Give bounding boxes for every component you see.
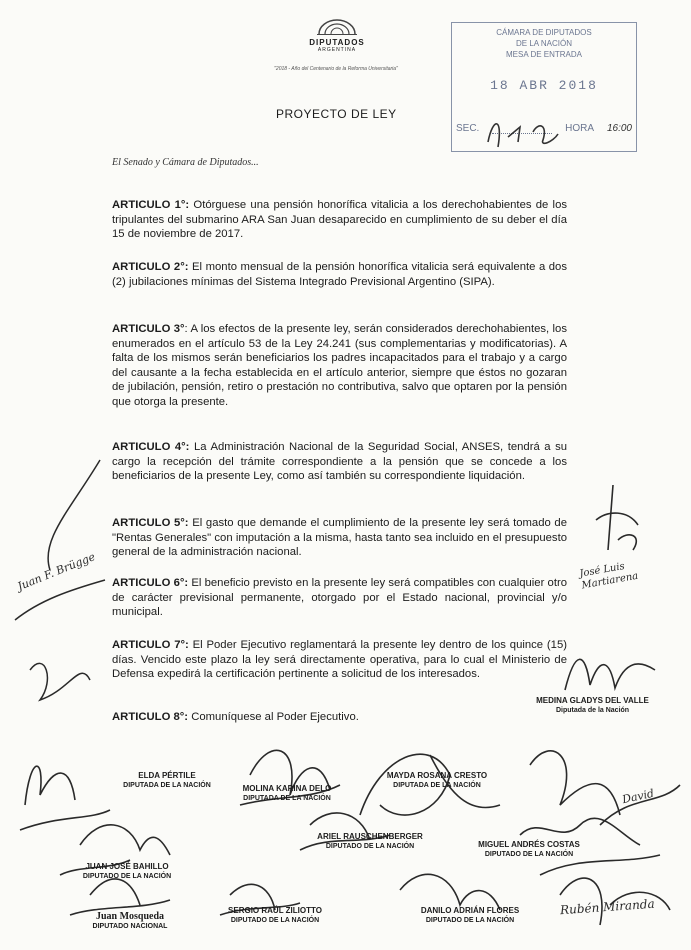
signatory-name: JUAN JOSÉ BAHILLO <box>85 862 169 871</box>
signatory-role: DIPUTADO DE LA NACIÓN <box>325 843 415 850</box>
document-title: PROYECTO DE LEY <box>276 107 397 121</box>
stamp-hora-label: HORA <box>565 123 595 134</box>
signatory-block <box>500 696 685 716</box>
stamp-initials-scribble <box>478 112 568 152</box>
article-label: ARTICULO 8°: <box>112 711 189 723</box>
year-motto: "2018 - Año del Centenario de la Reforma Universitaria" <box>274 66 398 72</box>
article-text: El gasto que demande el cumplimiento de la presente ley será tomado de "Rentas Generales" con imputación a la misma, hasta tanto sea incluido en el presupuesto general de la administración nacional. <box>112 517 567 559</box>
stamp-line-2: DE LA NACIÓN <box>515 39 572 48</box>
article-label: ARTICULO 5°: <box>112 517 189 529</box>
article-text: Otórguese una pensión honorífica vitalicia a los derechohabientes de los tripulantes del submarino ARA San Juan desaparecido en cumplimiento de su deber el día 15 de noviembre de 2017. <box>112 199 567 241</box>
article-1 <box>112 198 567 242</box>
logo-name: DIPUTADOS <box>309 38 365 47</box>
article-text: El beneficio previsto en la presente ley será compatibles con cualquier otro de carácter previsional permanente, otorgado por el Estado nacional, provincial y/o municipal. <box>112 577 568 619</box>
article-label: ARTICULO 1°: <box>112 199 190 211</box>
signatory-name: ARIEL RAUSCHENBERGER <box>317 832 423 841</box>
signatory-name: MIGUEL ANDRÉS COSTAS <box>478 840 580 849</box>
signatory-block <box>232 784 342 804</box>
handwritten-note-left: Juan F. Brügge <box>15 550 98 594</box>
article-text: : A los efectos de la presente ley, serán considerados derechohabientes, los enumerados en el artículo 53 de la Ley 24.241 (sus complementarias y modificatorias). A falta de los mismos serán beneficiarios los padres incapacitados para el trabajo y a cargo del causante a la fecha establecida en el artículo anterior, siempre que éstos no gozaran de jubilación, pensión, retiro o prestación no contributiva, salvo que optaren por la pensión que otorga la presente. <box>112 323 567 408</box>
left-margin-signature <box>10 450 120 710</box>
signatory-role: DIPUTADA DE LA NACIÓN <box>393 782 481 789</box>
stamp-line-3: MESA DE ENTRADA <box>505 50 582 59</box>
signatory-role: DIPUTADA DE LA NACIÓN <box>123 782 211 789</box>
article-8 <box>112 710 567 725</box>
signatory-name: MEDINA GLADYS DEL VALLE <box>536 696 649 705</box>
stamp-line-1: CÁMARA DE DIPUTADOS <box>496 28 592 37</box>
article-3 <box>112 322 567 410</box>
article-2 <box>112 260 567 289</box>
handwritten-david: David <box>620 786 656 807</box>
signatory-name: MAYDA ROSANA CRESTO <box>386 771 488 780</box>
article-label: ARTICULO 2°: <box>112 261 189 273</box>
article-6 <box>112 576 567 620</box>
signature-medina-scribble <box>560 640 670 700</box>
signatory-block <box>80 912 180 932</box>
signatory-role: DIPUTADO DE LA NACIÓN <box>425 917 515 924</box>
chamber-logo <box>292 18 382 53</box>
article-4 <box>112 440 567 484</box>
article-label: ARTICULO 7°: <box>112 639 189 651</box>
article-label: ARTICULO 3° <box>112 323 185 335</box>
salutation: El Senado y Cámara de Diputados... <box>112 157 259 168</box>
signatory-block <box>112 771 222 791</box>
signatory-block <box>466 840 592 860</box>
article-7 <box>112 638 567 682</box>
signatory-name: Juan Mosqueda <box>95 911 165 922</box>
signatory-role: DIPUTADO DE LA NACIÓN <box>82 873 172 880</box>
stamp-sec-label: SEC. <box>456 123 480 134</box>
signatory-role: DIPUTADO NACIONAL <box>92 923 168 930</box>
article-text: La Administración Nacional de la Seguridad Social, ANSES, tendrá a su cargo la recepción del trámite correspondiente a la pensión que se concede a los beneficiarios de la presente Ley, como así también su correspondiente liquidación. <box>112 441 568 483</box>
article-text: El Poder Ejecutivo reglamentará la presente ley dentro de los quince (15) días. Vencido este plazo la ley será directamente operativa, para lo cual el Ministerio de Defensa expedirá la certificación pertinente a solicitud de los interesados. <box>112 639 567 681</box>
logo-subtitle: ARGENTINA <box>317 47 357 53</box>
handwritten-note-right: José Luis Martiarena <box>578 560 640 592</box>
signatory-block <box>305 832 435 852</box>
signatory-role: Diputada de la Nación <box>555 707 630 714</box>
signatory-block <box>400 906 540 926</box>
right-margin-signature <box>588 480 648 560</box>
signatory-role: DIPUTADA DE LA NACIÓN <box>243 795 331 802</box>
signatory-block <box>374 771 500 791</box>
stamp-hora-value: 16:00 <box>606 123 632 134</box>
handwritten-name-bottom-right: Rubén Miranda <box>559 896 656 918</box>
signatory-role: DIPUTADO DE LA NACIÓN <box>484 851 574 858</box>
signatory-name: SERGIO RAÚL ZILIOTTO <box>228 906 322 915</box>
article-5 <box>112 516 567 560</box>
signatory-block <box>210 906 340 926</box>
signatory-name: DANILO ADRIÁN FLORES <box>420 906 520 915</box>
signatory-block <box>64 862 190 882</box>
article-text: El monto mensual de la pensión honorífica vitalicia será equivalente a dos (2) jubilaciones mínimas del Sistema Integrado Previsional Argentino (SIPA). <box>112 261 567 288</box>
article-label: ARTICULO 6°: <box>112 577 189 589</box>
signatory-role: DIPUTADO DE LA NACIÓN <box>230 917 320 924</box>
article-text: Comuníquese al Poder Ejecutivo. <box>188 711 359 723</box>
article-label: ARTICULO 4°: <box>112 441 190 453</box>
signatory-name: MOLINA KARINA DELO <box>242 784 332 793</box>
stamp-date: 18 ABR 2018 <box>490 78 598 93</box>
chamber-emblem-icon <box>315 18 359 36</box>
signatory-name: ELDA PÉRTILE <box>138 771 196 780</box>
